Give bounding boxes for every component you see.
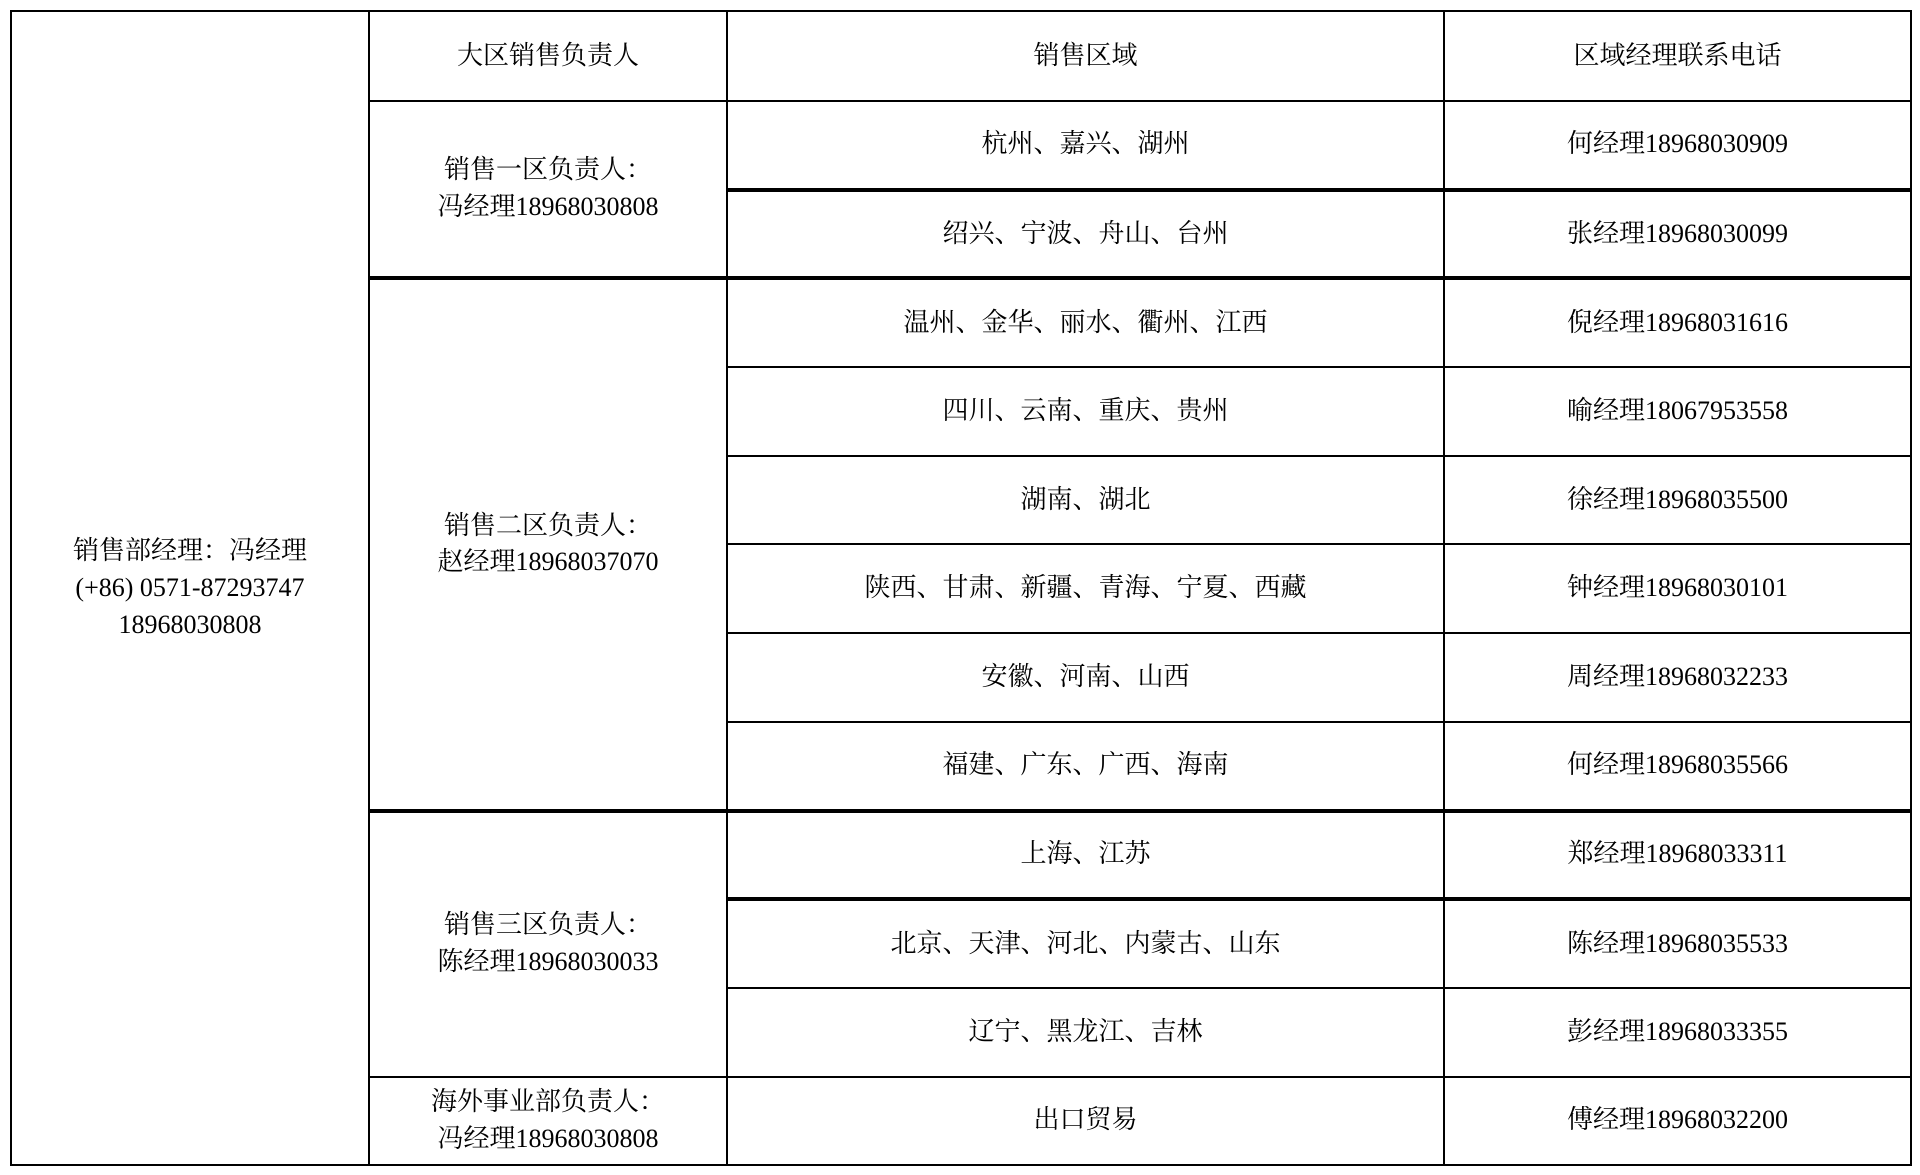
manager-line-2: (+86) 0571-87293747	[75, 572, 305, 602]
header-contact: 区域经理联系电话	[1444, 11, 1911, 101]
sales-dept-manager-cell	[11, 11, 369, 1165]
contact-cell: 陈经理18968035533	[1444, 899, 1911, 988]
area-cell: 辽宁、黑龙江、吉林	[727, 988, 1444, 1077]
contact-cell: 张经理18968030099	[1444, 190, 1911, 279]
area-cell: 福建、广东、广西、海南	[727, 722, 1444, 811]
contact-cell: 周经理18968032233	[1444, 633, 1911, 722]
contact-cell: 傅经理18968032200	[1444, 1077, 1911, 1166]
area-cell: 绍兴、宁波、舟山、台州	[727, 190, 1444, 279]
area-cell: 陕西、甘肃、新疆、青海、宁夏、西藏	[727, 544, 1444, 633]
contact-cell: 徐经理18968035500	[1444, 456, 1911, 545]
lead-cell-zone1: 销售一区负责人： 冯经理18968030808	[369, 101, 727, 278]
header-region-lead: 大区销售负责人	[369, 11, 727, 101]
lead-cell-zone3: 销售三区负责人： 陈经理18968030033	[369, 811, 727, 1077]
area-cell: 湖南、湖北	[727, 456, 1444, 545]
contact-cell: 倪经理18968031616	[1444, 278, 1911, 367]
contact-cell: 彭经理18968033355	[1444, 988, 1911, 1077]
table-header-row	[11, 11, 1911, 101]
area-cell: 温州、金华、丽水、衢州、江西	[727, 278, 1444, 367]
sales-contact-table	[10, 10, 1912, 1166]
area-cell: 北京、天津、河北、内蒙古、山东	[727, 899, 1444, 988]
area-cell: 四川、云南、重庆、贵州	[727, 367, 1444, 456]
area-cell: 安徽、河南、山西	[727, 633, 1444, 722]
area-cell: 上海、江苏	[727, 811, 1444, 900]
header-sales-area: 销售区域	[727, 11, 1444, 101]
manager-line-1: 销售部经理：冯经理	[72, 535, 307, 565]
contact-cell: 何经理18968030909	[1444, 101, 1911, 190]
contact-cell: 钟经理18968030101	[1444, 544, 1911, 633]
lead-cell-overseas: 海外事业部负责人： 冯经理18968030808	[369, 1077, 727, 1166]
area-cell: 出口贸易	[727, 1077, 1444, 1166]
contact-cell: 喻经理18067953558	[1444, 367, 1911, 456]
manager-line-3: 18968030808	[118, 609, 262, 639]
area-cell: 杭州、嘉兴、湖州	[727, 101, 1444, 190]
contact-cell: 何经理18968035566	[1444, 722, 1911, 811]
lead-cell-zone2: 销售二区负责人： 赵经理18968037070	[369, 278, 727, 810]
contact-cell: 郑经理18968033311	[1444, 811, 1911, 900]
